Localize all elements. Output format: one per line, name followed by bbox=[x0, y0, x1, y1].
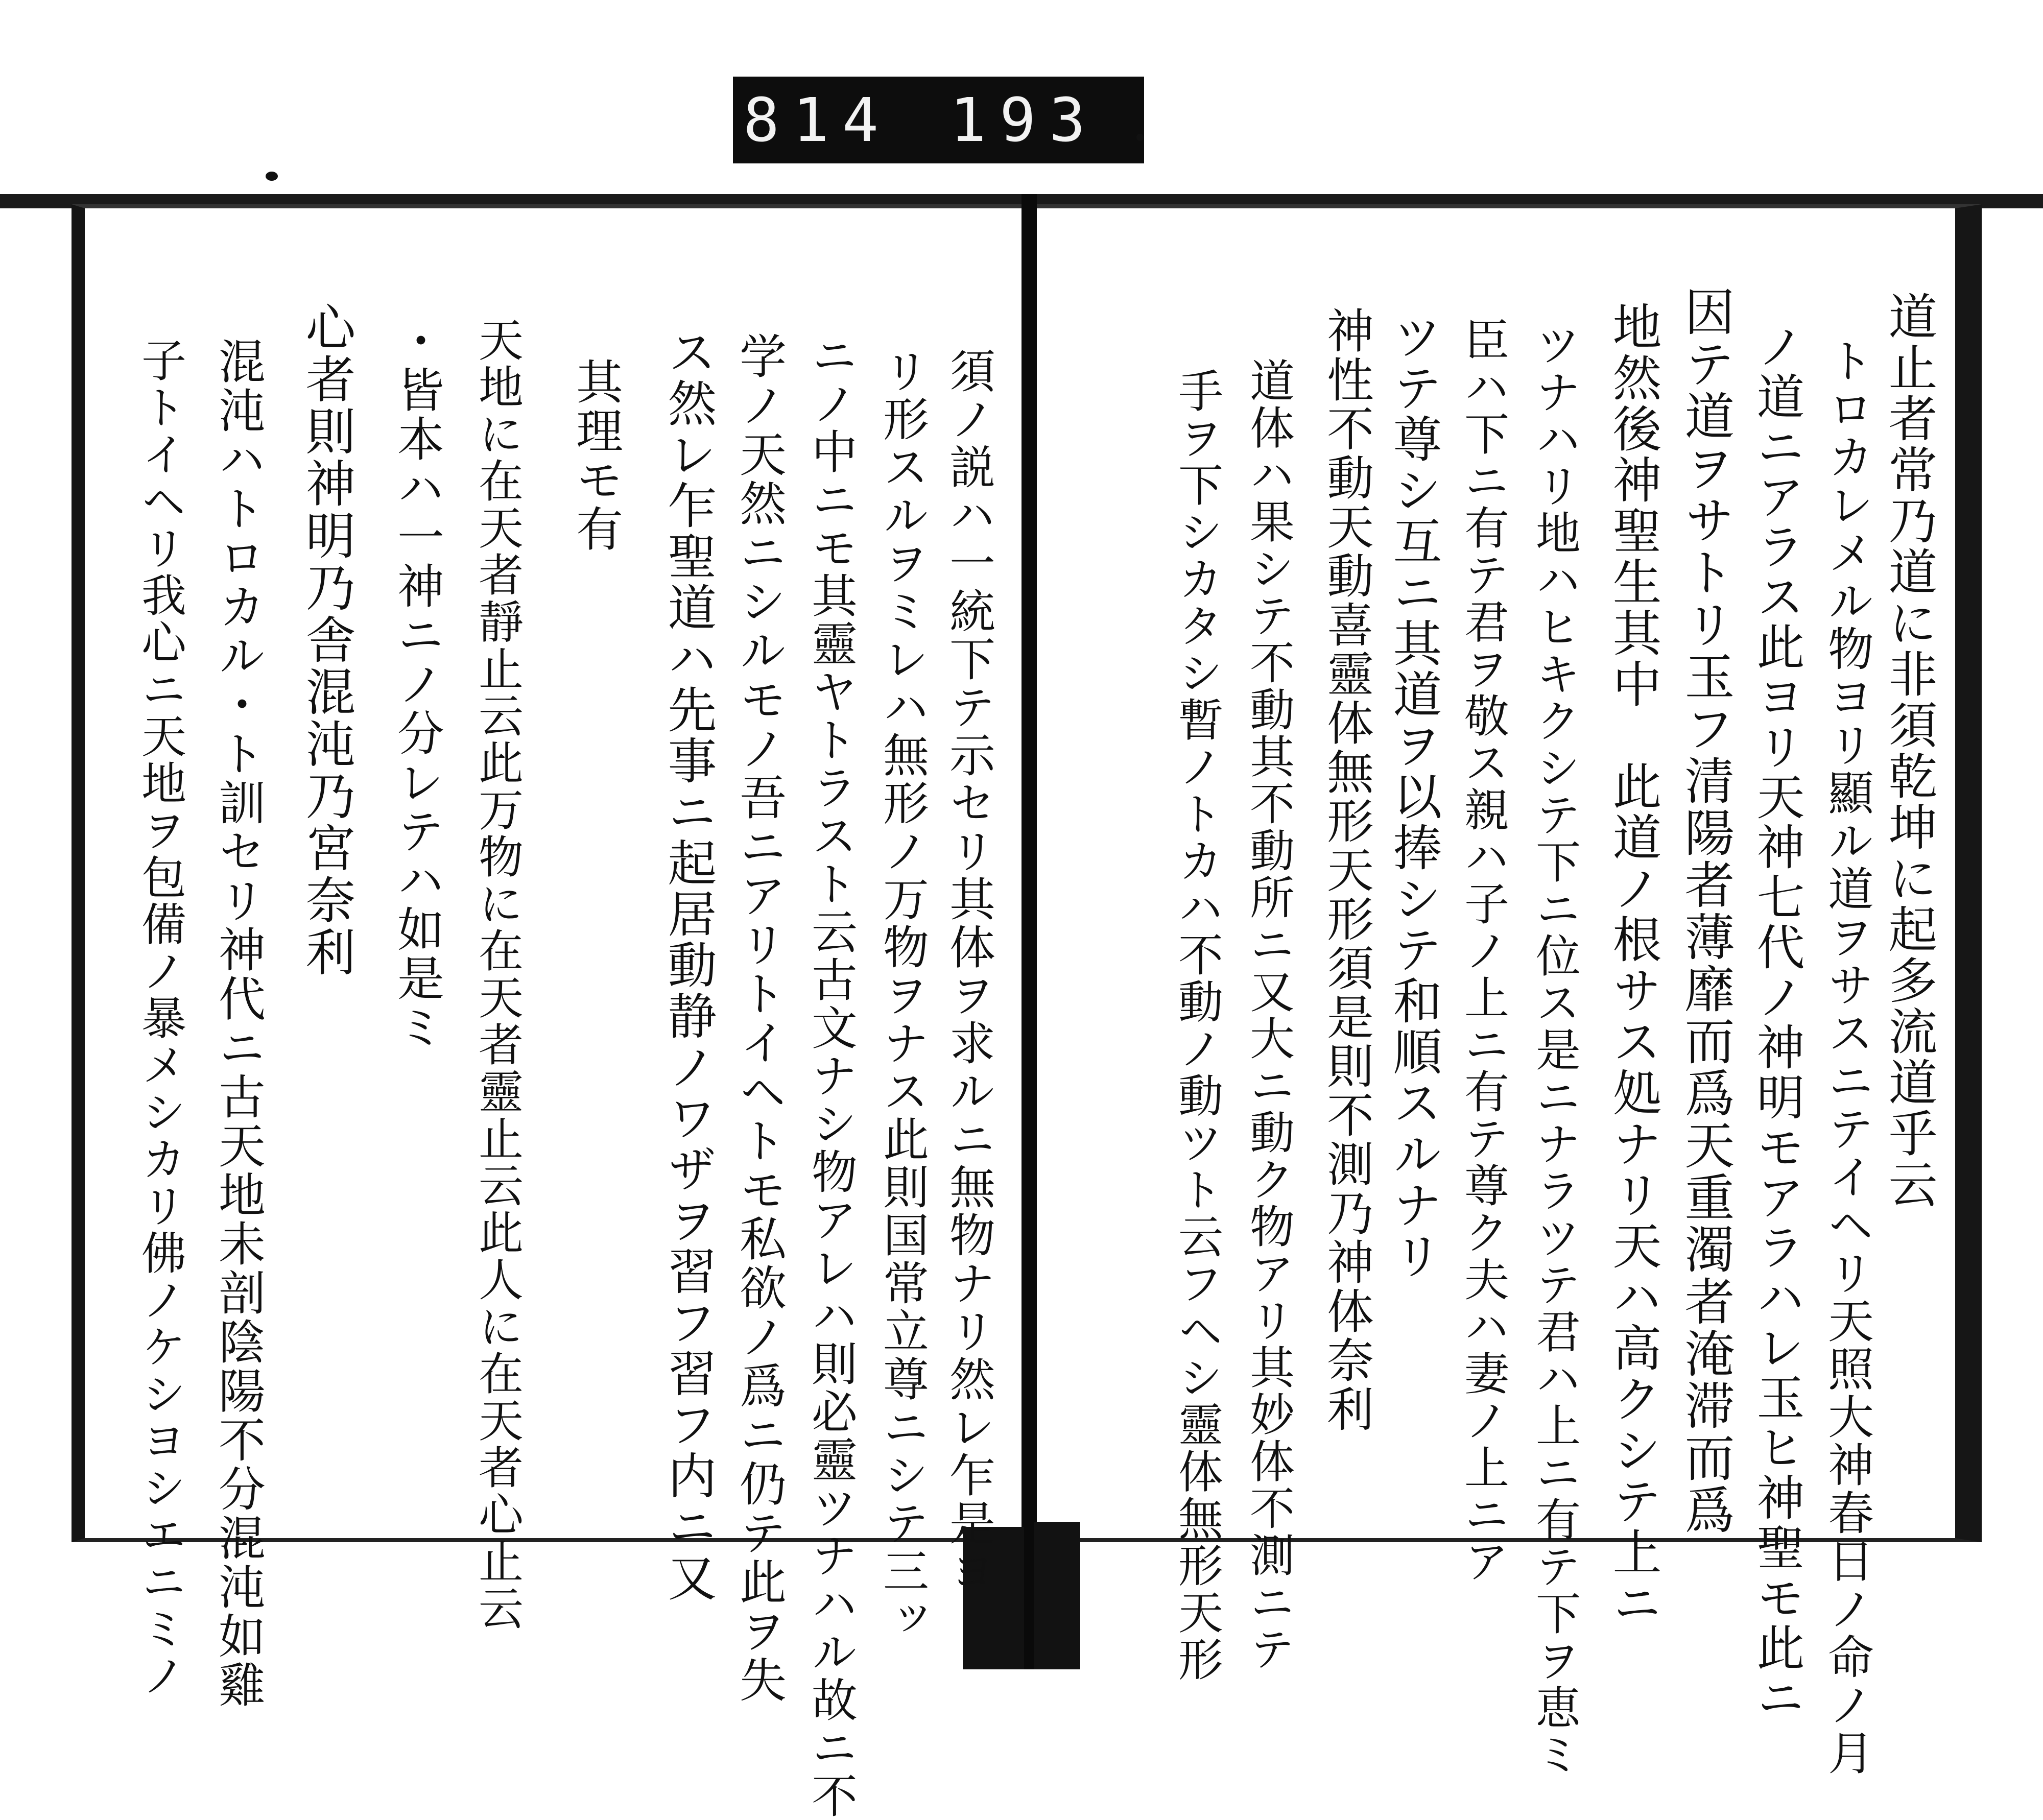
right-page-column-5: 地然後神聖生其中 此道ノ根サス処ナリ天ハ高クシテ上ニ bbox=[1605, 301, 1662, 1629]
left-page-column-5: ス然レ乍聖道ハ先事ニ起居動静ノワザヲ習フ習フ内ニ又 bbox=[660, 327, 717, 1603]
left-page-column-11: 子トイヘリ我心ニ天地ヲ包備ノ暴メシカリ佛ノケシヨシエニミノ bbox=[134, 337, 187, 1699]
left-page-column-6: 其理モ有 bbox=[568, 357, 623, 554]
left-page-column-1: 須ノ説ハ一統下テ示セリ其体ヲ求ルニ無物ナリ然レ乍是ヨ bbox=[941, 347, 995, 1595]
binding-clip-right bbox=[1034, 1522, 1080, 1669]
ink-spot bbox=[266, 172, 278, 181]
archive-number-dot bbox=[1136, 134, 1144, 141]
right-page-column-7: 臣ハ下ニ有テ君ヲ敬ス親ハ子ノ上ニ有テ尊ク夫ハ妻ノ上ニア bbox=[1457, 317, 1510, 1585]
right-page-column-11: 手ヲ下シカタシ暫ノトカハ不動ノ動ツト云フヘシ靈体無形天形 bbox=[1171, 368, 1224, 1683]
right-page-column-8: ツテ尊シ互ニ其道ヲ以捧シテ和順スルナリ bbox=[1385, 312, 1442, 1282]
right-page-column-4: 因テ道ヲサトリ玉フ清陽者薄靡而爲天重濁者淹滞而爲 bbox=[1676, 286, 1735, 1536]
right-page-column-6: ツナハリ地ハヒキクシテ下ニ位ス是ニナラツテ君ハ上ニ有テ下ヲ恵ミ bbox=[1529, 322, 1581, 1778]
right-page-column-10: 道体ハ果シテ不動其不動所ニ又大ニ動ク物アリ其妙体不測ニテ bbox=[1243, 357, 1295, 1673]
left-page-column-7: ・皆本ハ一神ニノ分レテハ如是ミ bbox=[390, 317, 444, 1052]
left-page-column-10: 混沌ハトロカル・ト訓セリ神代ニ古天地未剖陰陽不分混沌如雞 bbox=[211, 337, 266, 1710]
right-page-column-1: 道止者常乃道に非須乾坤に起多流道乎云 bbox=[1881, 291, 1938, 1210]
archive-number-left: 814 bbox=[743, 85, 892, 155]
book-gutter bbox=[1022, 194, 1037, 1669]
archive-number-right: 193 bbox=[950, 85, 1099, 155]
left-page-column-2: リ形スルヲミレハ無形ノ万物ヲナス此則国常立尊ニシテ三ッ bbox=[875, 347, 929, 1643]
left-page-column-9: 心者則神明乃舎混沌乃宮奈利 bbox=[297, 301, 355, 978]
left-page-column-3: ニノ中ニモ其靈ヤトラスト云古文ナシ物アレハ則必靈ツナハル故ニ不 bbox=[803, 332, 857, 1820]
right-page-column-2: トロカレメル物ヨリ顯ル道ヲサスニテイヘリ天照大神春日ノ命ノ月 bbox=[1820, 337, 1873, 1777]
left-page-column-8: 天地に在天者靜止云此万物に在天者靈止云此人に在天者心止云 bbox=[471, 317, 524, 1632]
right-page-column-9: 神性不動天動喜靈体無形天形須是則不測乃神体奈利 bbox=[1319, 306, 1374, 1434]
right-page-column-3: ノ道ニアラス此ヨリ天神七代ノ神明モアラハレ玉ヒ神聖モ此ニ bbox=[1748, 322, 1804, 1723]
left-page-column-4: 学ノ天然ニシルモノ吾ニアリトイヘトモ私欲ノ爲ニ仍テ此ヲ失 bbox=[732, 332, 787, 1705]
